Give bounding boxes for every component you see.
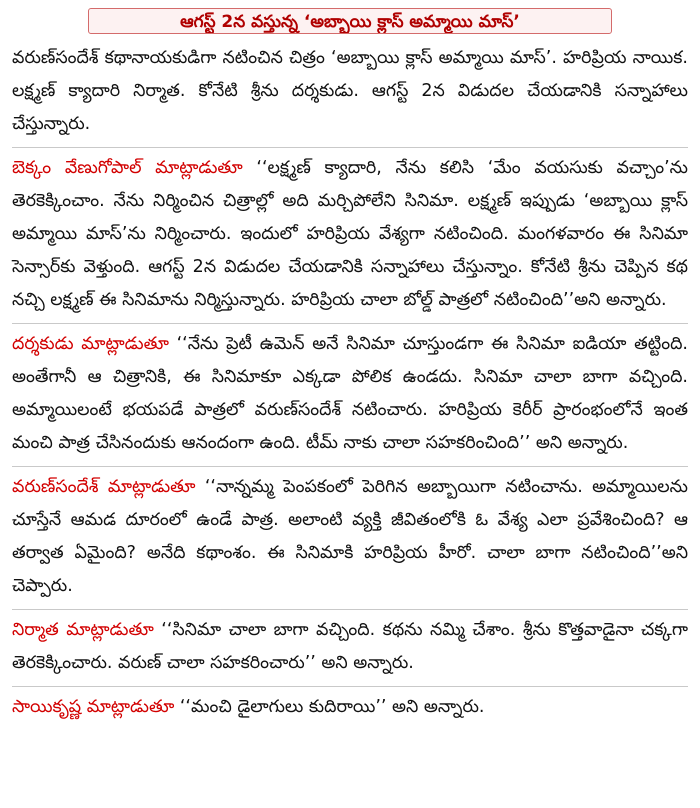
intro-paragraph: వరుణ్‌సందేశ్ కథానాయకుడిగా నటించిన చిత్రం ‘అబ్బాయి క్లాస్ అమ్మాయి మాస్’. హరిప్రియ నాయిక. లక్ష్మణ్ క్యాదారి నిర్మాత. కోనేటి శ్రీను దర్శకుడు. ఆగస్ట్ 2న విడుదల చేయడానికి సన్నాహాలు చేస్తున్నారు. — [12, 34, 688, 148]
speaker-label: బెక్కం వేణుగోపాల్ మాట్లాడుతూ — [12, 158, 243, 178]
quote-paragraph-2 — [12, 324, 688, 467]
quote-text: ‘‘నాన్నమ్మ పెంపకంలో పెరిగిన అబ్బాయిగా నటించాను. అమ్మాయిలను చూస్తేనే ఆమడ దూరంలో ఉండే పాత్ర. అలాంటి వ్యక్తి జీవితంలోకి ఓ వేశ్య ఎలా ప్రవేశించింది? ఆ తర్వాత ఏమైంది? అనేది కథాంశం. ఈ సినిమాకి హరిప్రియ హీరో. చాలా బాగా నటించింది’’అని చెప్పారు. — [12, 477, 688, 596]
article-page — [0, 8, 700, 808]
speaker-label: నిర్మాత మాట్లాడుతూ — [12, 620, 154, 640]
quote-paragraph-5 — [12, 687, 688, 730]
article-title: ఆగస్ట్ 2న వస్తున్న ‘అబ్బాయి క్లాస్ అమ్మాయి మాస్’ — [88, 8, 612, 34]
quote-text: ‘‘నేను ప్రెటీ ఉమెన్ అనే సినిమా చూస్తుండగా ఈ సినిమా ఐడియా తట్టింది. అంతేగానీ ఆ చిత్రానికి, ఈ సినిమాకూ ఎక్కడా పోలిక ఉండదు. సినిమా చాలా బాగా వచ్చింది. అమ్మాయిలంటే భయపడే పాత్రలో వరుణ్‌సందేశ్ నటించారు. హరిప్రియ కెరీర్ ప్రారంభంలోనే ఇంత మంచి పాత్ర చేసినందుకు ఆనందంగా ఉంది. టీమ్ నాకు చాలా సహకరించింది’’ అని అన్నారు. — [12, 334, 688, 453]
quote-paragraph-1 — [12, 148, 688, 324]
quote-text: ‘‘సినిమా చాలా బాగా వచ్చింది. కథను నమ్మి చేశాం. శ్రీను కొత్తవాడైనా చక్కగా తెరకెక్కించారు. వరుణ్ చాలా సహకరించారు’’ అని అన్నారు. — [12, 620, 688, 673]
quote-paragraph-4 — [12, 610, 688, 687]
speaker-label: దర్శకుడు మాట్లాడుతూ — [12, 334, 169, 354]
speaker-label: వరుణ్‌సందేశ్ మాట్లాడుతూ — [12, 477, 196, 497]
speaker-label: సాయికృష్ణ మాట్లాడుతూ — [12, 697, 175, 717]
quote-text: ‘‘మంచి డైలాగులు కుదిరాయి’’ అని అన్నారు. — [174, 697, 485, 717]
quote-text: ‘‘లక్ష్మణ్ క్యాదారి, నేను కలిసి ‘మేం వయసుకు వచ్చాం’ను తెరకెక్కించాం. నేను నిర్మించిన చిత్రాల్లో అది మర్చిపోలేని సినిమా. లక్ష్మణ్ ఇప్పుడు ‘అబ్బాయి క్లాస్ అమ్మాయి మాస్’ను నిర్మించారు. ఇందులో హరిప్రియ వేశ్యగా నటించింది. మంగళవారం ఈ సినిమా సెన్సార్‌కు వెళ్తుంది. ఆగస్ట్ 2న విడుదల చేయడానికి సన్నాహాలు చేస్తున్నాం. కోనేటి శ్రీను చెప్పిన కథ నచ్చి లక్ష్మణ్ ఈ సినిమాను నిర్మిస్తున్నారు. హరిప్రియ చాలా బోల్డ్ పాత్రలో నటించింది’’అని అన్నారు. — [12, 158, 688, 310]
quote-paragraph-3 — [12, 467, 688, 610]
